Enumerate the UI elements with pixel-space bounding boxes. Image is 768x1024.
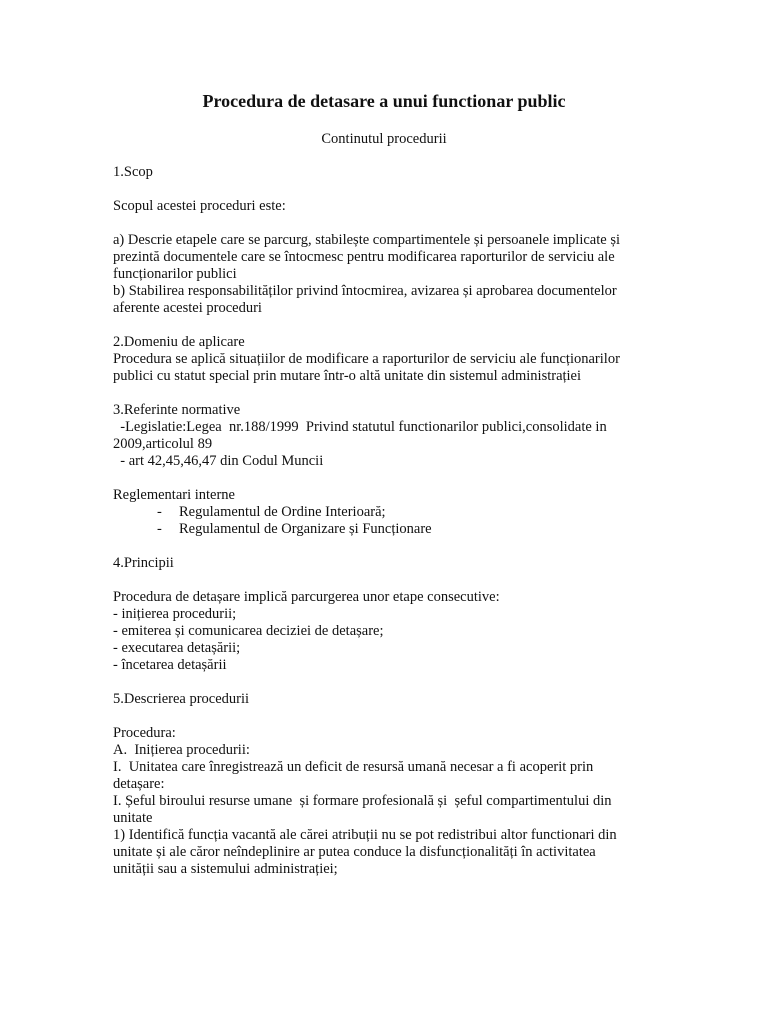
descriere-line-5: I. Șeful biroului resurse umane și formare profesională și șeful compartimentului din	[113, 793, 612, 809]
descriere-line-9: unității sau a sistemului administrației;	[113, 861, 338, 877]
list-item: - Regulamentul de Organizare și Funcționare	[157, 521, 432, 537]
descriere-line-4: detașare:	[113, 776, 165, 792]
section-heading-referinte: 3.Referinte normative	[113, 402, 241, 418]
descriere-line-2: A. Inițierea procedurii:	[113, 742, 250, 758]
list-item-text: Regulamentul de Organizare și Funcționare	[179, 521, 432, 537]
section-heading-principii: 4.Principii	[113, 555, 174, 571]
principii-item: - încetarea detașării	[113, 657, 227, 673]
principii-item: - emiterea și comunicarea deciziei de detașare;	[113, 623, 384, 639]
principii-item: - executarea detașării;	[113, 640, 241, 656]
list-item-text: Regulamentul de Ordine Interioară;	[179, 504, 386, 520]
domeniu-line-2: publici cu statut special prin mutare într-o altă unitate din sistemul administrației	[113, 368, 582, 384]
descriere-line-3: I. Unitatea care înregistrează un deficit de resursă umană necesar a fi acoperit prin	[113, 759, 594, 775]
list-item: - Regulamentul de Ordine Interioară;	[157, 504, 386, 520]
section-heading-domeniu: 2.Domeniu de aplicare	[113, 334, 245, 350]
scop-intro: Scopul acestei proceduri este:	[113, 198, 286, 214]
referinte-line-2: 2009,articolul 89	[113, 436, 213, 452]
descriere-line-1: Procedura:	[113, 725, 176, 741]
document-title: Procedura de detasare a unui functionar public	[202, 91, 566, 111]
section-heading-scop: 1.Scop	[113, 164, 153, 180]
scop-a-line-1: a) Descrie etapele care se parcurg, stabilește compartimentele și persoanele implicate și	[113, 232, 620, 248]
descriere-line-8: unitate și ale căror neîndeplinire ar putea conduce la disfuncționalități în activitatea	[113, 844, 596, 860]
scop-b-line-2: aferente acestei proceduri	[113, 300, 262, 316]
domeniu-line-1: Procedura se aplică situațiilor de modificare a raporturilor de serviciu ale funcționarilor	[113, 351, 620, 367]
scop-a-line-3: funcționarilor publici	[113, 266, 237, 282]
scop-a-line-2: prezintă documentele care se întocmesc pentru modificarea raporturilor de serviciu ale	[113, 249, 615, 265]
reglementari-heading: Reglementari interne	[113, 487, 235, 503]
section-heading-descrierea: 5.Descrierea procedurii	[113, 691, 250, 707]
scop-b-line-1: b) Stabilirea responsabilităților privind întocmirea, avizarea și aprobarea documentelor	[113, 283, 617, 299]
document-subtitle: Continutul procedurii	[321, 131, 447, 147]
principii-item: - inițierea procedurii;	[113, 606, 237, 622]
document-body	[113, 164, 653, 878]
referinte-line-3: - art 42,45,46,47 din Codul Muncii	[113, 453, 324, 469]
referinte-line-1: -Legislatie:Legea nr.188/1999 Privind statutul functionarilor publici,consolidate in	[113, 419, 607, 435]
descriere-line-6: unitate	[113, 810, 153, 826]
principii-intro: Procedura de detașare implică parcurgerea unor etape consecutive:	[113, 589, 500, 605]
descriere-line-7: 1) Identifică funcția vacantă ale cărei atribuții nu se pot redistribui altor functionari din	[113, 827, 617, 843]
